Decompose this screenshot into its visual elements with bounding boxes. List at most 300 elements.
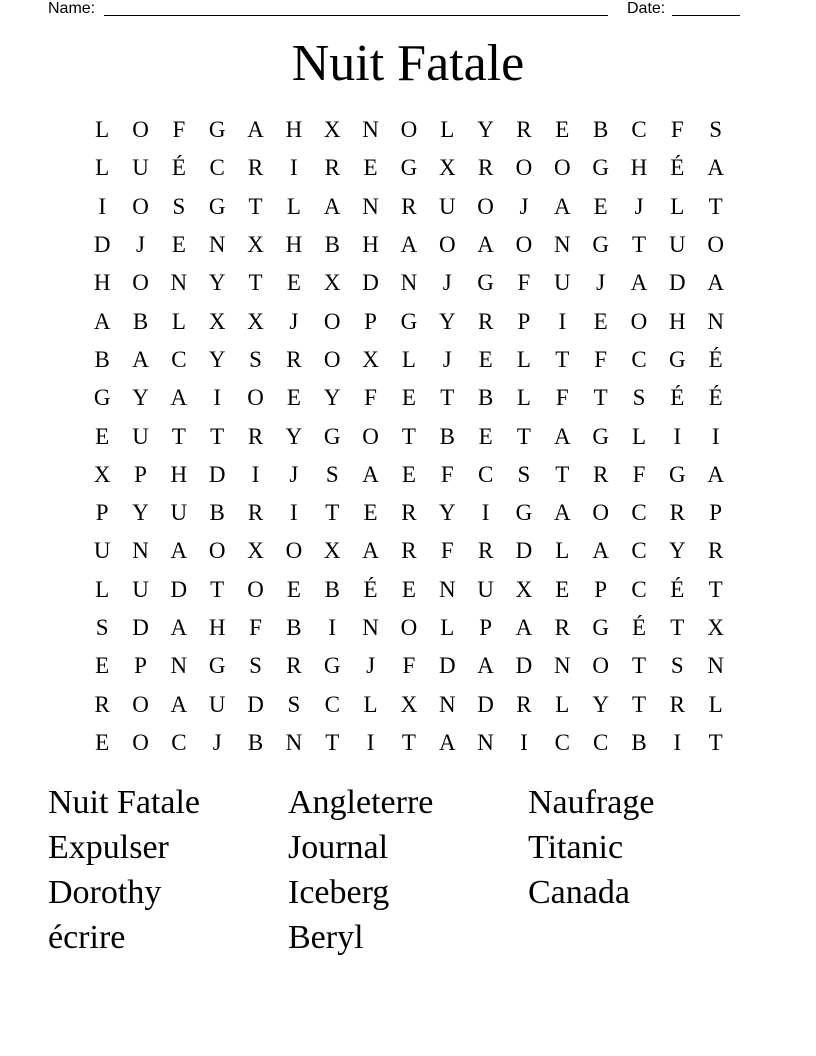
grid-letter: L xyxy=(516,346,531,372)
date-blank-line xyxy=(672,15,740,16)
grid-letter: C xyxy=(631,538,647,564)
grid-letter: U xyxy=(132,576,149,602)
grid-letter: C xyxy=(324,691,340,717)
grid-letter: F xyxy=(555,385,569,411)
grid-letter: Y xyxy=(592,691,609,717)
grid-letter: R xyxy=(286,346,302,372)
grid-letter: E xyxy=(95,423,110,449)
grid-letter: O xyxy=(132,729,149,755)
grid-letter: U xyxy=(170,500,188,526)
grid-letter: I xyxy=(481,500,490,526)
grid-letter: E xyxy=(401,576,416,602)
grid-letter: L xyxy=(516,385,531,411)
grid-letter: O xyxy=(285,538,303,564)
grid-letter: L xyxy=(171,308,186,334)
grid-letter: U xyxy=(93,538,111,564)
grid-letter: A xyxy=(553,500,571,526)
word-list-item: Expulser xyxy=(48,829,169,866)
grid-letter: B xyxy=(94,346,110,372)
grid-letter: Y xyxy=(438,308,456,334)
grid-letter: D xyxy=(669,270,686,296)
grid-letter: R xyxy=(477,308,494,334)
grid-letter: X xyxy=(323,538,341,564)
grid-letter: X xyxy=(93,461,111,487)
grid-letter: X xyxy=(438,155,456,181)
grid-letter: D xyxy=(208,461,226,487)
grid-letter: O xyxy=(477,193,494,219)
grid-letter: L xyxy=(555,538,570,564)
grid-letter: O xyxy=(592,653,609,679)
grid-letter: A xyxy=(477,232,494,258)
grid-letter: E xyxy=(478,346,493,372)
grid-letter: R xyxy=(592,461,609,487)
grid-letter: P xyxy=(364,308,377,334)
grid-letter: J xyxy=(519,193,529,219)
grid-letter: A xyxy=(400,232,418,258)
grid-letter: B xyxy=(477,385,494,411)
grid-letter: C xyxy=(631,500,647,526)
grid-letter: L xyxy=(440,117,455,143)
grid-letter: P xyxy=(95,500,109,526)
grid-letter: A xyxy=(707,270,724,296)
word-list-item: Canada xyxy=(528,874,630,911)
grid-letter: R xyxy=(554,615,570,640)
grid-letter: F xyxy=(632,461,646,487)
grid-letter: E xyxy=(593,308,608,334)
grid-letter: Y xyxy=(285,423,303,449)
grid-letter: O xyxy=(247,385,264,411)
grid-letter: É xyxy=(708,385,723,411)
grid-letter: T xyxy=(401,729,416,755)
grid-letter: X xyxy=(515,576,533,602)
grid-letter: C xyxy=(631,117,647,143)
grid-letter: T xyxy=(708,576,723,602)
grid-letter: H xyxy=(669,308,686,334)
grid-letter: C xyxy=(209,155,225,181)
grid-letter: J xyxy=(442,270,452,296)
grid-letter: A xyxy=(553,193,571,219)
word-list-item: Journal xyxy=(288,829,389,866)
grid-letter: B xyxy=(286,615,302,640)
grid-letter: R xyxy=(401,538,417,564)
grid-letter: P xyxy=(134,653,147,679)
grid-letter: B xyxy=(324,576,340,602)
grid-letter: I xyxy=(328,615,337,640)
grid-letter: E xyxy=(286,576,301,602)
grid-letter: D xyxy=(477,691,494,717)
grid-letter: I xyxy=(290,500,298,526)
grid-letter: C xyxy=(631,346,647,372)
grid-letter: O xyxy=(707,232,724,258)
grid-letter: R xyxy=(247,423,264,449)
grid-letter: R xyxy=(324,155,340,181)
grid-letter: T xyxy=(555,346,570,372)
grid-letter: B xyxy=(324,232,340,258)
grid-letter: U xyxy=(438,193,456,219)
grid-letter: D xyxy=(93,232,111,258)
grid-letter: É xyxy=(363,576,378,602)
grid-letter: Y xyxy=(208,270,226,296)
grid-letter: S xyxy=(325,461,339,487)
grid-letter: A xyxy=(170,615,188,640)
grid-letter: D xyxy=(247,691,264,717)
word-list-item: Dorothy xyxy=(48,874,162,911)
grid-letter: T xyxy=(325,729,340,755)
grid-letter: H xyxy=(170,461,188,487)
grid-letter: G xyxy=(323,423,341,449)
grid-letter: A xyxy=(553,423,571,449)
grid-letter: O xyxy=(438,232,456,258)
grid-letter: F xyxy=(172,117,186,143)
grid-letter: L xyxy=(708,691,723,717)
grid-letter: O xyxy=(132,691,149,717)
grid-letter: H xyxy=(93,270,111,296)
grid-letter: N xyxy=(362,193,379,219)
grid-letter: R xyxy=(401,500,417,526)
grid-letter: D xyxy=(515,538,533,564)
grid-letter: G xyxy=(323,653,341,679)
grid-letter: L xyxy=(95,576,110,602)
grid-letter: B xyxy=(132,308,149,334)
grid-letter: J xyxy=(596,270,606,296)
grid-letter: G xyxy=(592,615,609,640)
grid-letter: É xyxy=(171,155,186,181)
grid-letter: A xyxy=(707,155,724,181)
name-label: Name: xyxy=(48,0,96,17)
grid-letter: T xyxy=(670,615,685,640)
grid-letter: S xyxy=(517,461,531,487)
grid-letter: X xyxy=(247,538,264,564)
grid-letter: T xyxy=(325,500,340,526)
grid-letter: T xyxy=(593,385,608,411)
grid-letter: O xyxy=(132,117,149,143)
grid-letter: E xyxy=(401,385,416,411)
grid-letter: C xyxy=(592,729,609,755)
grid-letter: O xyxy=(515,232,533,258)
grid-letter: X xyxy=(323,117,341,143)
grid-letter: S xyxy=(287,691,301,717)
grid-letter: R xyxy=(286,653,302,679)
grid-letter: B xyxy=(209,500,225,526)
grid-letter: U xyxy=(477,576,494,602)
grid-letter: L xyxy=(286,193,301,219)
grid-letter: R xyxy=(477,155,494,181)
grid-letter: E xyxy=(95,653,110,679)
grid-letter: X xyxy=(323,270,341,296)
grid-letter: T xyxy=(708,729,723,755)
grid-letter: X xyxy=(247,308,264,334)
grid-letter: B xyxy=(247,729,264,755)
grid-letter: N xyxy=(707,308,724,334)
grid-letter: G xyxy=(669,346,686,372)
grid-letter: S xyxy=(709,117,723,143)
grid-letter: E xyxy=(95,729,110,755)
grid-letter: E xyxy=(171,232,186,258)
grid-letter: G xyxy=(208,653,226,679)
grid-letter: L xyxy=(670,193,685,219)
grid-letter: S xyxy=(249,346,262,372)
grid-letter: F xyxy=(670,117,684,143)
grid-letter: C xyxy=(554,729,570,755)
grid-letter: L xyxy=(631,423,647,449)
grid-letter: J xyxy=(289,461,299,487)
grid-letter: P xyxy=(134,461,147,487)
grid-letter: Y xyxy=(477,117,494,143)
grid-letter: N xyxy=(438,691,456,717)
grid-letter: F xyxy=(440,538,454,564)
grid-letter: U xyxy=(669,232,686,258)
grid-letter: É xyxy=(708,346,723,372)
grid-letter: F xyxy=(249,615,262,640)
grid-letter: B xyxy=(439,423,455,449)
grid-letter: A xyxy=(323,193,341,219)
grid-letter: R xyxy=(401,193,417,219)
grid-letter: L xyxy=(440,615,455,640)
grid-letter: L xyxy=(95,117,110,143)
grid-letter: B xyxy=(631,729,647,755)
grid-letter: A xyxy=(630,270,648,296)
grid-letter: Y xyxy=(132,500,149,526)
grid-letter: X xyxy=(247,232,264,258)
grid-letter: B xyxy=(592,117,609,143)
grid-letter: A xyxy=(247,117,264,143)
grid-letter: J xyxy=(366,653,376,679)
grid-letter: R xyxy=(516,691,532,717)
grid-letter: G xyxy=(208,117,226,143)
grid-letter: L xyxy=(555,691,570,717)
grid-letter: F xyxy=(517,270,531,296)
grid-letter: N xyxy=(132,538,149,564)
grid-letter: S xyxy=(249,653,262,679)
grid-letter: C xyxy=(171,729,187,755)
grid-letter: X xyxy=(208,308,226,334)
grid-letter: U xyxy=(208,691,226,717)
grid-letter: N xyxy=(553,232,571,258)
grid-letter: T xyxy=(440,385,455,411)
grid-letter: I xyxy=(366,729,375,755)
grid-letter: E xyxy=(555,576,570,602)
grid-letter: G xyxy=(477,270,494,296)
word-list-item: Iceberg xyxy=(288,874,390,911)
grid-letter: E xyxy=(401,461,416,487)
grid-letter: H xyxy=(208,615,226,640)
grid-letter: T xyxy=(631,653,647,679)
grid-letter: S xyxy=(632,385,646,411)
grid-letter: O xyxy=(323,346,341,372)
grid-letter: G xyxy=(208,193,226,219)
grid-letter: X xyxy=(707,615,724,640)
grid-letter: O xyxy=(247,576,264,602)
grid-letter: U xyxy=(553,270,571,296)
grid-letter: Y xyxy=(323,385,341,411)
grid-letter: J xyxy=(136,232,145,258)
grid-letter: X xyxy=(362,346,379,372)
grid-letter: R xyxy=(247,155,264,181)
grid-letter: I xyxy=(711,423,720,449)
grid-letter: T xyxy=(401,423,416,449)
grid-letter: L xyxy=(95,155,110,181)
grid-letter: I xyxy=(673,423,682,449)
grid-letter: R xyxy=(669,500,685,526)
grid-letter: D xyxy=(362,270,379,296)
grid-letter: É xyxy=(670,155,685,181)
grid-letter: G xyxy=(93,385,111,411)
grid-letter: G xyxy=(400,155,418,181)
grid-letter: É xyxy=(631,615,647,640)
grid-letter: C xyxy=(477,461,494,487)
grid-letter: I xyxy=(213,385,222,411)
grid-letter: O xyxy=(323,308,341,334)
grid-letter: O xyxy=(400,615,418,640)
grid-letter: D xyxy=(515,653,533,679)
grid-letter: H xyxy=(285,232,303,258)
grid-letter: O xyxy=(630,308,648,334)
grid-letter: D xyxy=(438,653,456,679)
grid-letter: G xyxy=(669,461,686,487)
grid-letter: G xyxy=(592,232,609,258)
grid-letter: T xyxy=(210,423,225,449)
grid-letter: N xyxy=(208,232,226,258)
date-label: Date: xyxy=(627,0,666,17)
grid-letter: I xyxy=(520,729,528,755)
grid-letter: F xyxy=(440,461,454,487)
grid-letter: A xyxy=(438,729,456,755)
grid-letter: A xyxy=(707,461,724,487)
word-list-item: écrire xyxy=(48,919,126,956)
grid-letter: L xyxy=(401,346,416,372)
grid-letter: A xyxy=(132,346,149,372)
grid-letter: G xyxy=(400,308,418,334)
word-list-item: Angleterre xyxy=(288,784,434,821)
grid-letter: I xyxy=(558,308,567,334)
grid-letter: I xyxy=(290,155,298,181)
grid-letter: C xyxy=(631,576,647,602)
grid-letter: T xyxy=(631,232,647,258)
grid-letter: J xyxy=(634,193,644,219)
grid-letter: O xyxy=(132,193,149,219)
grid-letter: X xyxy=(400,691,418,717)
word-list-item: Nuit Fatale xyxy=(48,784,201,821)
grid-letter: J xyxy=(442,346,452,372)
grid-letter: A xyxy=(362,538,379,564)
grid-letter: Y xyxy=(208,346,226,372)
grid-letter: Y xyxy=(438,500,456,526)
grid-letter: I xyxy=(98,193,106,219)
grid-letter: A xyxy=(362,461,379,487)
grid-letter: N xyxy=(553,653,571,679)
word-list xyxy=(48,780,768,960)
grid-letter: O xyxy=(515,155,533,181)
grid-letter: É xyxy=(670,385,685,411)
grid-letter: P xyxy=(709,500,723,526)
grid-letter: O xyxy=(592,500,609,526)
grid-letter: S xyxy=(670,653,684,679)
grid-letter: E xyxy=(286,385,301,411)
grid-letter: N xyxy=(438,576,456,602)
grid-letter: P xyxy=(517,308,531,334)
grid-letter: R xyxy=(516,117,532,143)
grid-letter: T xyxy=(210,576,225,602)
grid-letter: C xyxy=(171,346,187,372)
grid-letter: D xyxy=(132,615,149,640)
grid-letter: T xyxy=(248,270,263,296)
grid-letter: G xyxy=(592,155,609,181)
grid-letter: S xyxy=(95,615,109,640)
grid-letter: R xyxy=(708,538,724,564)
grid-letter: J xyxy=(212,729,222,755)
word-list-item: Titanic xyxy=(528,829,624,866)
grid-letter: O xyxy=(362,423,379,449)
grid-letter: N xyxy=(170,270,188,296)
grid-letter: E xyxy=(363,155,378,181)
letter-grid xyxy=(83,111,735,762)
grid-letter: I xyxy=(251,461,260,487)
word-list-item: Beryl xyxy=(288,919,364,956)
header xyxy=(48,0,740,20)
grid-letter: O xyxy=(208,538,226,564)
grid-letter: A xyxy=(170,385,188,411)
grid-letter: J xyxy=(289,308,299,334)
grid-letter: R xyxy=(94,691,110,717)
grid-letter: G xyxy=(515,500,533,526)
grid-letter: A xyxy=(170,538,188,564)
grid-letter: T xyxy=(171,423,186,449)
grid-letter: T xyxy=(555,461,570,487)
grid-letter: F xyxy=(594,346,608,372)
page-title: Nuit Fatale xyxy=(291,35,525,92)
grid-letter: N xyxy=(362,615,379,640)
grid-letter: A xyxy=(515,615,533,640)
grid-letter: N xyxy=(170,653,188,679)
grid-letter: E xyxy=(593,193,608,219)
grid-letter: A xyxy=(93,308,111,334)
grid-letter: Y xyxy=(132,385,149,411)
grid-letter: F xyxy=(364,385,377,411)
grid-letter: H xyxy=(362,232,379,258)
grid-letter: T xyxy=(631,691,647,717)
grid-letter: P xyxy=(594,576,608,602)
grid-letter: O xyxy=(553,155,571,181)
grid-letter: F xyxy=(402,653,416,679)
grid-letter: E xyxy=(363,500,378,526)
grid-letter: R xyxy=(477,538,494,564)
grid-letter: O xyxy=(400,117,418,143)
grid-letter: E xyxy=(555,117,570,143)
grid-letter: U xyxy=(132,155,149,181)
grid-letter: U xyxy=(132,423,149,449)
grid-letter: E xyxy=(286,270,301,296)
grid-letter: T xyxy=(516,423,531,449)
grid-letter: É xyxy=(670,576,685,602)
grid-letter: R xyxy=(669,691,685,717)
grid-letter: Y xyxy=(669,538,686,564)
grid-letter: G xyxy=(592,423,609,449)
grid-letter: D xyxy=(170,576,188,602)
grid-letter: S xyxy=(172,193,186,219)
grid-letter: E xyxy=(478,423,493,449)
grid-letter: T xyxy=(708,193,723,219)
name-blank-line xyxy=(104,15,608,16)
grid-letter: H xyxy=(285,117,303,143)
grid-letter: N xyxy=(400,270,418,296)
grid-letter: R xyxy=(247,500,264,526)
grid-letter: O xyxy=(132,270,149,296)
grid-letter: N xyxy=(477,729,494,755)
grid-letter: L xyxy=(363,691,378,717)
grid-letter: A xyxy=(170,691,188,717)
grid-letter: A xyxy=(477,653,494,679)
grid-letter: H xyxy=(630,155,648,181)
